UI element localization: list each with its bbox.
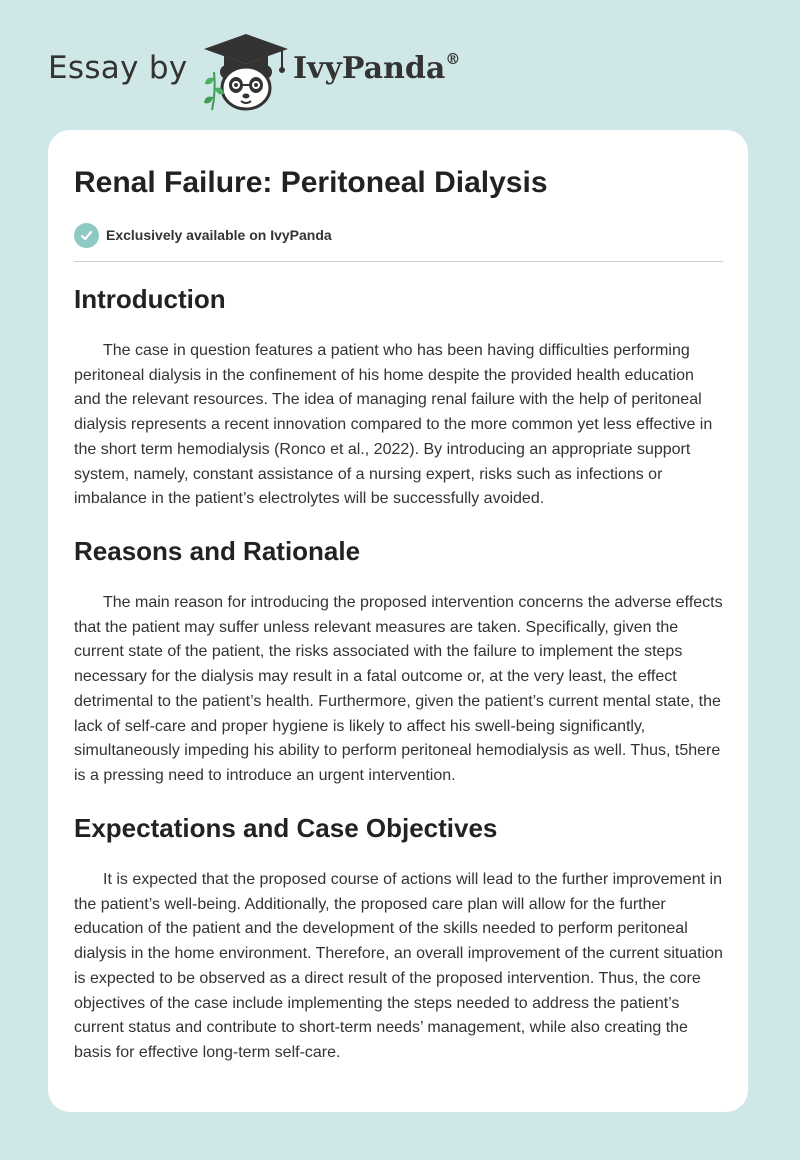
section-expectations-objectives: [74, 812, 724, 1066]
section-heading: Reasons and Rationale: [74, 536, 361, 566]
exclusive-badge: [74, 222, 332, 248]
section-introduction: [74, 283, 724, 512]
divider: [74, 261, 723, 262]
essay-card: [48, 130, 748, 1112]
essay-by-label: Essay by: [48, 50, 188, 86]
section-paragraph: The main reason for introducing the proposed intervention concerns the adverse effects that the patient may suffer unless relevant measures are taken. Specifically, given the current state of the patient, the risks associated with the failure to implement the steps necessary for the dialysis may result in a fatal outcome or, at the very least, the effect detrimental to the patient’s health. Furthermore, given the patient’s current mental state, the lack of self-care and proper hygiene is likely to affect his swell-being significantly, simultaneously impeding his ability to perform peritoneal hemodialysis as well. Thus, t5here is a pressing need to introduce an urgent intervention.: [74, 594, 723, 784]
check-circle-icon: [74, 223, 99, 248]
panda-graduate-logo-icon: [200, 32, 292, 112]
page-title: Renal Failure: Peritoneal Dialysis: [74, 166, 548, 199]
site-header: [0, 0, 800, 130]
section-heading: Introduction: [74, 284, 226, 314]
section-paragraph: It is expected that the proposed course of actions will lead to the further improvement in the patient’s well-being. Additionally, the proposed care plan will allow for the further education of the patient and the development of the skills needed to perform peritoneal dialysis in the home environment. Therefore, an overall improvement of the current situation is expected to be observed as a direct result of the proposed intervention. Thus, the core objectives of the case include implementing the steps needed to address the patient’s current status and contribute to short-term needs’ management, while also creating the basis for effective long-term self-care.: [74, 871, 723, 1061]
section-heading: Expectations and Case Objectives: [74, 813, 498, 843]
section-reasons-rationale: [74, 535, 724, 789]
section-paragraph: The case in question features a patient who has been having difficulties performing peritoneal dialysis in the confinement of his home despite the provided health education and the relevant resources. The idea of managing renal failure with the help of peritoneal dialysis represents a recent innovation compared to the more common yet less effective in the short term hemodialysis (Ronco et al., 2022). By introducing an appropriate support system, namely, constant assistance of a nursing expert, risks such as infections or imbalance in the patient’s electrolytes will be successfully avoided.: [74, 342, 713, 508]
brand-name: IvyPanda®: [293, 50, 461, 86]
badge-text: Exclusively available on IvyPanda: [106, 227, 332, 243]
